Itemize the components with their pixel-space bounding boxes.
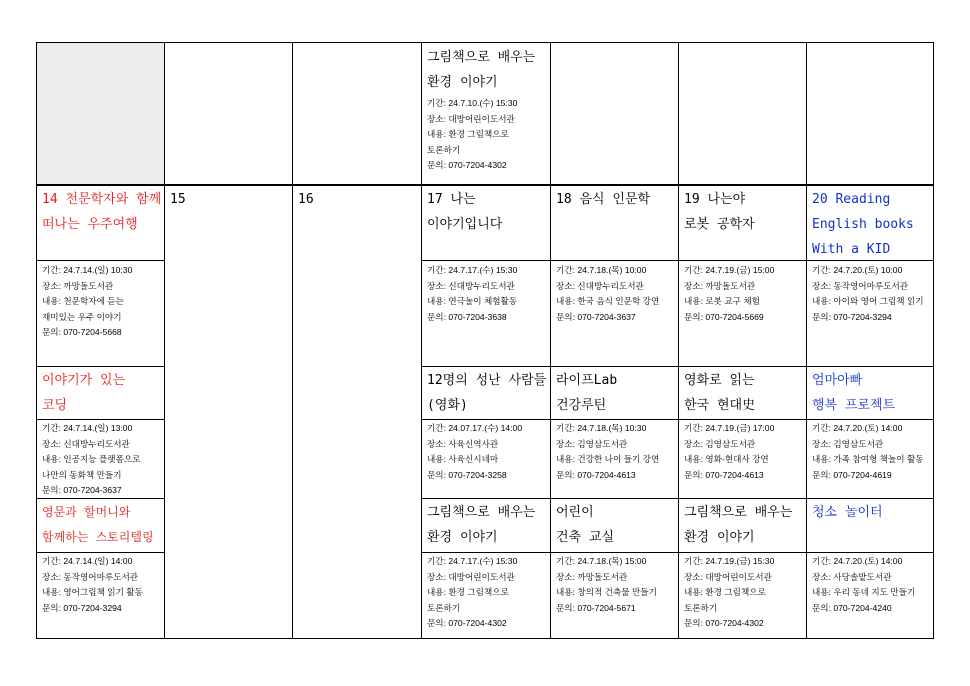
event-date: 기간: 24.7.20.(토) 10:00 (812, 265, 903, 275)
event-content: 내용: 환경 그림책으로 (427, 129, 509, 139)
event-place: 장소: 동작영어마루도서관 (42, 571, 139, 582)
event-date: 기간: 24.7.19.(금) 15:00 (684, 265, 775, 275)
event-content: 내용: 영화-현대사 강연 (684, 454, 769, 464)
event-content: 나만의 동화책 만들기 (42, 469, 122, 480)
event-place: 장소: 신대방누리도서관 (427, 280, 515, 291)
event-place: 장소: 동작영어마루도서관 (812, 280, 909, 291)
event-contact: 문의: 070-7204-4613 (684, 469, 764, 480)
event-content: 토론하기 (684, 602, 718, 613)
event-info (684, 554, 774, 632)
grid-line (164, 42, 165, 639)
event-content: 내용: 환경 그림책으로 (684, 587, 766, 597)
event-date: 기간: 24.7.20.(토) 14:00 (812, 423, 903, 433)
grid-line (678, 42, 679, 639)
grid-line (36, 366, 164, 367)
event-contact: 문의: 070-7204-3294 (812, 311, 892, 322)
event-place: 장소: 대방어린이도서관 (684, 571, 772, 582)
calendar-table (36, 42, 934, 639)
event-contact: 문의: 070-7204-3258 (427, 469, 507, 480)
grid-line (421, 42, 422, 639)
event-title: 라이프Lab 건강루틴 (556, 373, 618, 413)
event-content: 내용: 우리 동네 지도 만들기 (812, 587, 916, 597)
event-date: 기간: 24.7.19.(금) 17:00 (684, 423, 775, 433)
event-title: 17 나는 이야기입니다 (427, 192, 503, 232)
event-contact: 문의: 070-7204-4619 (812, 469, 892, 480)
event-content: 내용: 창의적 건축물 만들기 (556, 587, 657, 597)
event-title: 19 나는야 로봇 공학자 (684, 192, 755, 232)
event-place: 장소: 신대방누리도서관 (556, 280, 644, 291)
event-info (556, 421, 659, 483)
event-content: 내용: 건강한 나이 들기 강연 (556, 454, 660, 464)
event-content: 내용: 한국 음식 인문학 강연 (556, 296, 660, 306)
event-contact: 문의: 070-7204-4302 (427, 618, 507, 628)
event-date: 기간: 24.7.14.(일) 14:00 (42, 556, 133, 566)
event-contact: 문의: 070-7204-3294 (42, 602, 122, 613)
event-content: 내용: 영어그림책 읽기 활동 (42, 587, 143, 597)
event-contact: 문의: 070-7204-5671 (556, 602, 636, 613)
event-place: 장소: 김영삼도서관 (556, 438, 628, 449)
event-title: 20 Reading English books With a KID (812, 192, 914, 257)
event-place: 장소: 대방어린이도서관 (427, 113, 515, 124)
event-contact: 문의: 070-7204-4302 (684, 618, 764, 628)
event-title: 14 천문학자와 함께 떠나는 우주여행 (42, 192, 162, 232)
event-content: 내용: 환경 그림책으로 (427, 587, 509, 597)
event-content: 재미있는 우주 이야기 (42, 311, 122, 322)
event-info (556, 554, 657, 616)
event-info (812, 421, 924, 483)
event-info (684, 263, 774, 325)
event-info (812, 554, 915, 616)
grid-line (806, 42, 807, 639)
event-info (42, 263, 132, 341)
event-date: 기간: 24.7.18.(목) 10:30 (556, 423, 647, 433)
event-content: 내용: 인공지능 플랫폼으로 (42, 454, 141, 464)
event-date: 기간: 24.7.19.(금) 15:30 (684, 556, 775, 566)
day-number-16: 16 (298, 192, 314, 207)
event-place: 장소: 김영삼도서관 (684, 438, 756, 449)
event-contact: 문의: 070-7204-3637 (556, 311, 636, 322)
event-content: 내용: 아이와 영어 그림책 읽기 (812, 296, 924, 306)
event-place: 장소: 까망돌도서관 (684, 280, 756, 291)
event-place: 장소: 까망돌도서관 (556, 571, 628, 582)
event-content: 토론하기 (427, 144, 461, 155)
event-content: 내용: 천문학자에 듣는 (42, 296, 124, 306)
event-date: 기간: 24.07.17.(수) 14:00 (427, 423, 523, 433)
event-title: 영화로 읽는 한국 현대史 (684, 373, 756, 413)
grid-line (36, 419, 164, 420)
event-title: 12명의 성난 사람들 (영화) (427, 373, 547, 413)
event-title: 그림책으로 배우는 환경 이야기 (427, 50, 536, 90)
grid-line (36, 184, 934, 186)
grid-line (36, 638, 934, 639)
event-info (556, 263, 659, 325)
event-date: 기간: 24.7.18.(목) 10:00 (556, 265, 647, 275)
event-content: 내용: 로봇 교구 체험 (684, 296, 760, 306)
event-place: 장소: 사당솔밭도서관 (812, 571, 892, 582)
grid-line (292, 42, 293, 639)
event-date: 기간: 24.7.18.(목) 15:00 (556, 556, 647, 566)
event-place: 장소: 신대방누리도서관 (42, 438, 130, 449)
event-contact: 문의: 070-7204-4240 (812, 602, 892, 613)
event-place: 장소: 대방어린이도서관 (427, 571, 515, 582)
event-title: 18 음식 인문학 (556, 192, 651, 207)
event-content: 내용: 연극놀이 체험활동 (427, 296, 518, 306)
event-date: 기간: 24.7.14.(일) 10:30 (42, 265, 133, 275)
event-date: 기간: 24.7.17.(수) 15:30 (427, 265, 518, 275)
event-title: 그림책으로 배우는 환경 이야기 (684, 505, 793, 545)
event-date: 기간: 24.7.10.(수) 15:30 (427, 98, 518, 108)
event-info (812, 263, 924, 325)
event-title: 엄마아빠 행복 프로젝트 (812, 373, 896, 413)
event-contact: 문의: 070-7204-5669 (684, 311, 764, 322)
event-title: 영문과 할머니와 함께하는 스토리텔링 (42, 505, 154, 544)
day-number-15: 15 (170, 192, 186, 207)
event-info (42, 554, 143, 616)
event-date: 기간: 24.7.20.(토) 14:00 (812, 556, 903, 566)
event-info (427, 263, 517, 325)
event-info (684, 421, 774, 483)
event-date: 기간: 24.7.17.(수) 15:30 (427, 556, 518, 566)
event-place: 장소: 김영삼도서관 (812, 438, 884, 449)
event-contact: 문의: 070-7204-3637 (42, 485, 122, 495)
event-info (42, 421, 140, 499)
event-title: 어린이 건축 교실 (556, 505, 615, 545)
event-title: 그림책으로 배우는 환경 이야기 (427, 505, 536, 545)
event-title: 이야기가 있는 코딩 (42, 373, 126, 413)
grid-line (36, 260, 164, 261)
event-contact: 문의: 070-7204-3638 (427, 311, 507, 322)
event-info (427, 96, 517, 174)
event-content: 내용: 사육신시네마 (427, 454, 499, 464)
grid-line (933, 42, 934, 639)
event-contact: 문의: 070-7204-4302 (427, 160, 507, 170)
event-title: 청소 놀이터 (812, 505, 883, 520)
event-contact: 문의: 070-7204-5668 (42, 327, 122, 337)
event-content: 내용: 가족 참여형 책놀이 활동 (812, 454, 924, 464)
grid-line (36, 42, 934, 43)
empty-cell-sun (36, 42, 164, 184)
event-info (427, 421, 522, 483)
event-content: 토론하기 (427, 602, 461, 613)
event-info (427, 554, 517, 632)
event-date: 기간: 24.7.14.(일) 13:00 (42, 423, 133, 433)
grid-line (550, 42, 551, 639)
grid-line (36, 42, 37, 639)
event-place: 장소: 까망돌도서관 (42, 280, 114, 291)
event-place: 장소: 사육신역사관 (427, 438, 499, 449)
event-contact: 문의: 070-7204-4613 (556, 469, 636, 480)
grid-line (36, 552, 164, 553)
